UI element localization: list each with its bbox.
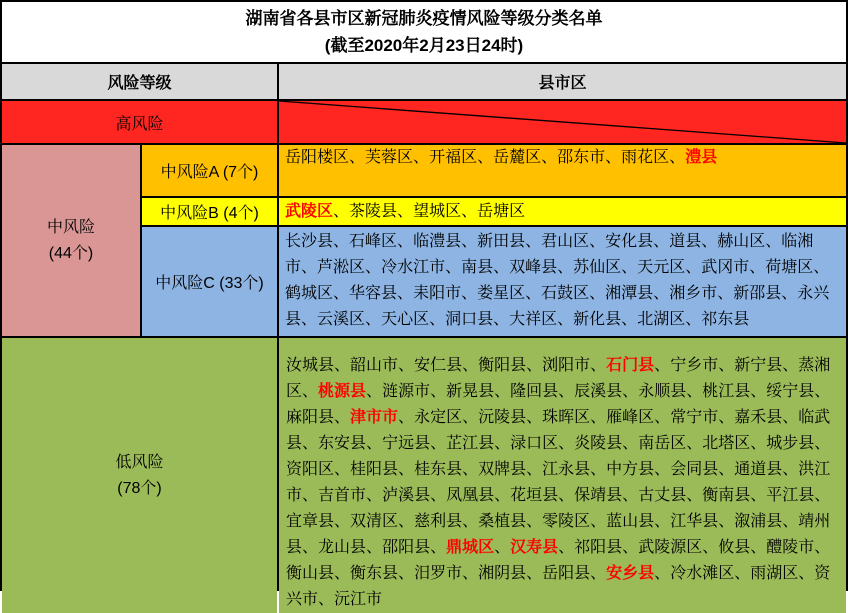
county-name: 北塔区 bbox=[702, 435, 751, 452]
county-name: 江永县 bbox=[542, 461, 591, 478]
county-name: 雁峰区 bbox=[606, 409, 655, 426]
medium-risk-c-row bbox=[142, 227, 846, 336]
county-name: 双清区 bbox=[350, 513, 399, 530]
county-name: 宜章县 bbox=[286, 513, 335, 530]
county-name: 双牌县 bbox=[478, 461, 527, 478]
high-risk-row bbox=[2, 101, 846, 143]
county-name: 临澧县 bbox=[413, 233, 462, 250]
county-name: 洞口县 bbox=[445, 311, 494, 328]
medium-risk-c-counties: 长沙县、石峰区、临澧县、新田县、君山区、安化县、道县、赫山区、临湘市、芦淞区、冷水江市、南县、双峰县、苏仙区、天元区、武冈市、荷塘区、鹤城区、华容县、耒阳市、娄星区、石鼓区、湘潭县、湘乡市、新邵县、永兴县、云溪区、天心区、洞口县、大祥区、新化县、北湖区、祁东县 bbox=[279, 227, 846, 336]
county-name: 沅江市 bbox=[334, 591, 383, 608]
county-name: 新晃县 bbox=[446, 383, 495, 400]
county-name: 衡山县 bbox=[286, 565, 335, 582]
county-name: 凤凰县 bbox=[446, 487, 495, 504]
county-name: 桃源县 bbox=[318, 383, 367, 400]
county-name: 鼎城区 bbox=[446, 539, 495, 556]
county-name: 攸县 bbox=[718, 539, 751, 556]
county-name: 石峰区 bbox=[349, 233, 398, 250]
county-name: 浏阳市 bbox=[542, 357, 591, 374]
county-name: 津市市 bbox=[350, 409, 399, 426]
county-name: 澧县 bbox=[685, 149, 718, 166]
medium-risk-b-counties: 武陵区 、 茶陵县 、 望城区 、 岳塘区 bbox=[279, 198, 846, 225]
header-row bbox=[2, 64, 846, 99]
low-risk-row bbox=[2, 338, 846, 613]
county-name: 桑植县 bbox=[478, 513, 527, 530]
county-name: 靖州县 bbox=[286, 513, 831, 556]
county-name: 汝城县 bbox=[286, 357, 335, 374]
county-name: 茶陵县 bbox=[349, 202, 398, 220]
county-name: 岳阳县 bbox=[542, 565, 591, 582]
county-name: 邵阳县 bbox=[382, 539, 431, 556]
county-name: 苏仙区 bbox=[573, 259, 622, 276]
county-name: 赫山区 bbox=[717, 233, 766, 250]
county-name: 荷塘区 bbox=[765, 259, 814, 276]
county-name: 鹤城区 bbox=[285, 285, 334, 302]
low-risk-label-line1: 低风险 bbox=[115, 453, 164, 471]
medium-risk-a-counties: 岳阳楼区、芙蓉区、开福区、岳麓区、邵东市、雨花区、澧县 bbox=[279, 145, 846, 196]
county-name: 江华县 bbox=[670, 513, 719, 530]
county-name: 邵东市 bbox=[557, 149, 606, 166]
county-name: 芙蓉区 bbox=[365, 149, 414, 166]
county-name: 嘉禾县 bbox=[734, 409, 783, 426]
county-name: 望城区 bbox=[413, 202, 462, 220]
county-name: 桃江县 bbox=[702, 383, 751, 400]
county-name: 城步县 bbox=[766, 435, 815, 452]
county-name: 蒸湘区 bbox=[286, 357, 831, 400]
county-name: 新宁县 bbox=[734, 357, 783, 374]
county-name: 新化县 bbox=[573, 311, 622, 328]
medium-risk-b-label: 中风险B (4个) bbox=[142, 198, 277, 225]
county-name: 冷水江市 bbox=[381, 259, 446, 276]
medium-risk-label-line1: 中风险 bbox=[46, 218, 95, 236]
county-name: 吉首市 bbox=[318, 487, 367, 504]
county-name: 大祥区 bbox=[509, 311, 558, 328]
medium-risk-a-row bbox=[142, 145, 846, 196]
county-name: 双峰县 bbox=[509, 259, 558, 276]
county-name: 安仁县 bbox=[414, 357, 463, 374]
county-name: 新邵县 bbox=[733, 285, 782, 302]
county-name: 蓝山县 bbox=[606, 513, 655, 530]
table-title bbox=[2, 2, 846, 62]
county-name: 湘潭县 bbox=[605, 285, 654, 302]
county-name: 岳塘区 bbox=[477, 202, 526, 220]
county-name: 石鼓区 bbox=[541, 285, 590, 302]
county-name: 开福区 bbox=[429, 149, 478, 166]
county-name: 龙山县 bbox=[318, 539, 367, 556]
county-name: 芦淞区 bbox=[317, 259, 366, 276]
medium-risk-a-label: 中风险A (7个) bbox=[142, 145, 277, 196]
county-name: 隆回县 bbox=[510, 383, 559, 400]
medium-risk-label bbox=[2, 145, 140, 336]
county-name: 冷水滩区 bbox=[670, 565, 735, 582]
county-name: 常宁市 bbox=[670, 409, 719, 426]
county-name: 洪江市 bbox=[286, 461, 831, 504]
county-name: 永兴县 bbox=[285, 285, 830, 328]
county-name: 渌口区 bbox=[510, 435, 559, 452]
county-name: 衡阳县 bbox=[478, 357, 527, 374]
county-name: 麻阳县 bbox=[286, 409, 335, 426]
county-name: 湘乡市 bbox=[669, 285, 718, 302]
county-name: 武陵源区 bbox=[638, 539, 703, 556]
county-name: 通道县 bbox=[734, 461, 783, 478]
county-name: 东安县 bbox=[318, 435, 367, 452]
county-name: 涟源市 bbox=[382, 383, 431, 400]
county-name: 资阳区 bbox=[286, 461, 335, 478]
county-name: 宁远县 bbox=[382, 435, 431, 452]
county-name: 君山区 bbox=[541, 233, 590, 250]
county-name: 雨花区 bbox=[621, 149, 670, 166]
county-name: 溆浦县 bbox=[734, 513, 783, 530]
medium-risk-label-line2: (44个) bbox=[48, 244, 94, 262]
county-name: 绥宁县 bbox=[766, 383, 815, 400]
county-name: 南岳区 bbox=[638, 435, 687, 452]
county-name: 芷江县 bbox=[446, 435, 495, 452]
county-name: 炎陵县 bbox=[574, 435, 623, 452]
county-name: 道县 bbox=[669, 233, 702, 250]
county-name: 花垣县 bbox=[510, 487, 559, 504]
high-risk-empty-cell bbox=[279, 101, 846, 143]
medium-risk-c-label: 中风险C (33个) bbox=[142, 227, 277, 336]
county-name: 石门县 bbox=[606, 357, 655, 374]
county-name: 临湘市 bbox=[285, 233, 814, 276]
county-name: 永顺县 bbox=[638, 383, 687, 400]
county-name: 宁乡市 bbox=[670, 357, 719, 374]
header-region: 县市区 bbox=[279, 64, 846, 99]
county-name: 北湖区 bbox=[637, 311, 686, 328]
county-name: 汉寿县 bbox=[510, 539, 559, 556]
county-name: 祁东县 bbox=[701, 311, 750, 328]
county-name: 云溪区 bbox=[317, 311, 366, 328]
county-name: 韶山市 bbox=[350, 357, 399, 374]
county-name: 桂阳县 bbox=[350, 461, 399, 478]
county-name: 古丈县 bbox=[638, 487, 687, 504]
medium-risk-b-row bbox=[142, 198, 846, 225]
high-risk-label: 高风险 bbox=[2, 101, 277, 143]
county-name: 岳麓区 bbox=[493, 149, 542, 166]
low-risk-label bbox=[2, 338, 277, 613]
low-risk-label-line2: (78个) bbox=[117, 479, 162, 497]
title-line1: 湖南省各县市区新冠肺炎疫情风险等级分类名单 bbox=[245, 9, 603, 28]
county-name: 华容县 bbox=[349, 285, 398, 302]
low-risk-counties: 汝城县、韶山市、安仁县、衡阳县、浏阳市、石门县、宁乡市、新宁县、蒸湘区、桃源县、涟源市、新晃县、隆回县、辰溪县、永顺县、桃江县、绥宁县、麻阳县、津市市、永定区、沅陵县、珠晖区、雁峰区、常宁市、嘉禾县、临武县、东安县、宁远县、芷江县、渌口区、炎陵县、南岳区、北塔区、城步县、资阳区、桂阳县、桂东县、双牌县、江永县、中方县、会同县、通道县、洪江市、吉首市、泸溪县、凤凰县、花垣县、保靖县、古丈县、衡南县、平江县、宜章县、双清区、慈利县、桑植县、零陵区、蓝山县、江华县、溆浦县、靖州县、龙山县、邵阳县、鼎城区、汉寿县、祁阳县、武陵源区、攸县、醴陵市、衡山县、衡东县、汨罗市、湘阴县、岳阳县、安乡县、冷水滩区、雨湖区、资兴市、沅江市 bbox=[279, 338, 846, 613]
county-name: 衡南县 bbox=[702, 487, 751, 504]
county-name: 安化县 bbox=[605, 233, 654, 250]
county-name: 汨罗市 bbox=[414, 565, 463, 582]
county-name: 湘阴县 bbox=[478, 565, 527, 582]
county-name: 祁阳县 bbox=[574, 539, 623, 556]
county-name: 平江县 bbox=[766, 487, 815, 504]
county-name: 保靖县 bbox=[574, 487, 623, 504]
county-name: 雨湖区 bbox=[750, 565, 799, 582]
county-name: 慈利县 bbox=[414, 513, 463, 530]
county-name: 零陵区 bbox=[542, 513, 591, 530]
county-name: 武冈市 bbox=[701, 259, 750, 276]
county-name: 醴陵市 bbox=[766, 539, 815, 556]
county-name: 中方县 bbox=[606, 461, 655, 478]
county-name: 珠晖区 bbox=[542, 409, 591, 426]
county-name: 天元区 bbox=[637, 259, 686, 276]
county-name: 安乡县 bbox=[606, 565, 655, 582]
county-name: 岳阳楼区 bbox=[285, 149, 350, 166]
header-risk-level: 风险等级 bbox=[2, 64, 277, 99]
county-name: 沅陵县 bbox=[478, 409, 527, 426]
title-line2: (截至2020年2月23日24时) bbox=[324, 36, 524, 55]
medium-risk-row bbox=[2, 145, 846, 336]
county-name: 武陵区 bbox=[285, 202, 334, 220]
county-name: 长沙县 bbox=[285, 233, 334, 250]
county-name: 辰溪县 bbox=[574, 383, 623, 400]
diagonal-slash-icon bbox=[279, 101, 846, 143]
county-name: 娄星区 bbox=[477, 285, 526, 302]
medium-risk-subrows bbox=[142, 145, 846, 336]
county-name: 南县 bbox=[461, 259, 494, 276]
county-name: 泸溪县 bbox=[382, 487, 431, 504]
county-name: 永定区 bbox=[414, 409, 463, 426]
county-name: 耒阳市 bbox=[413, 285, 462, 302]
county-name: 天心区 bbox=[381, 311, 430, 328]
county-name: 桂东县 bbox=[414, 461, 463, 478]
county-name: 会同县 bbox=[670, 461, 719, 478]
county-name: 衡东县 bbox=[350, 565, 399, 582]
county-name: 资兴市 bbox=[286, 565, 831, 608]
county-name: 临武县 bbox=[286, 409, 831, 452]
county-name: 新田县 bbox=[477, 233, 526, 250]
